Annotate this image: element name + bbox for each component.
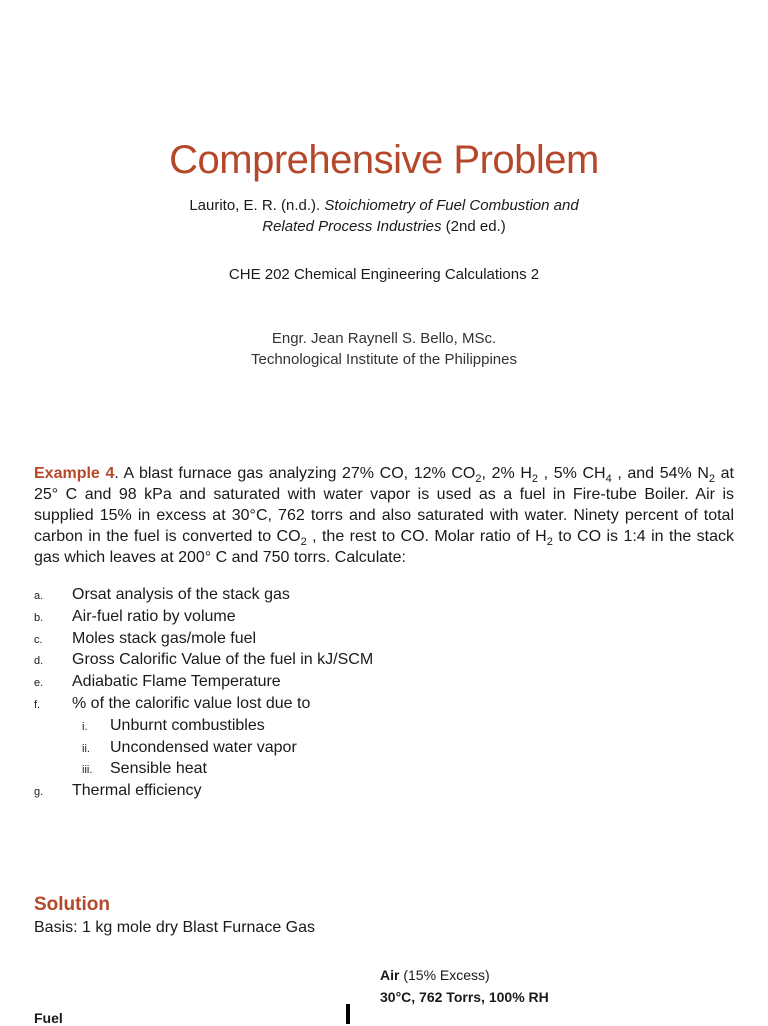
sub-list-item bbox=[34, 738, 734, 760]
problem-text: , 5% CH bbox=[538, 465, 606, 482]
subscript: 4 bbox=[605, 473, 612, 486]
reference-authors: Laurito, E. R. (n.d.). bbox=[189, 197, 325, 214]
problem-text: , 2% H bbox=[481, 465, 532, 482]
air-label-text: Air bbox=[380, 967, 400, 983]
list-marker: g. bbox=[34, 786, 44, 799]
problem-statement bbox=[34, 463, 734, 568]
list-item bbox=[34, 650, 734, 672]
page-title: Comprehensive Problem bbox=[169, 138, 599, 182]
list-marker: iii. bbox=[82, 764, 93, 777]
problem-text: to CO is 1:4 in the stack gas which leaves at 200° C and 750 torrs. Calculate: bbox=[34, 528, 735, 566]
list-item bbox=[34, 607, 734, 629]
list-marker: f. bbox=[34, 698, 41, 711]
list-marker: i. bbox=[82, 720, 88, 733]
air-excess-text: (15% Excess) bbox=[399, 967, 490, 983]
subscript: 2 bbox=[708, 473, 716, 486]
list-item-text: Sensible heat bbox=[110, 760, 207, 778]
author-name: Engr. Jean Raynell S. Bello, MSc. bbox=[271, 330, 497, 347]
reference-edition: (2nd ed.) bbox=[441, 218, 506, 235]
solution-heading: Solution bbox=[34, 894, 110, 915]
list-item-text: Moles stack gas/mole fuel bbox=[72, 629, 257, 647]
sub-list-item bbox=[34, 759, 734, 781]
list-marker: b. bbox=[34, 611, 44, 624]
author-block bbox=[0, 328, 768, 370]
air-stream-line bbox=[346, 1004, 350, 1024]
list-marker: ii. bbox=[82, 742, 90, 755]
list-item bbox=[34, 781, 734, 803]
subscript: 2 bbox=[531, 473, 538, 486]
list-item-text: Uncondensed water vapor bbox=[110, 738, 297, 756]
reference-book-line2: Related Process Industries bbox=[262, 218, 442, 235]
list-item-text: Unburnt combustibles bbox=[110, 716, 265, 734]
list-item bbox=[34, 694, 734, 716]
list-item bbox=[34, 629, 734, 651]
list-marker: d. bbox=[34, 655, 44, 668]
question-list bbox=[34, 585, 734, 803]
problem-text: , and 54% N bbox=[611, 465, 709, 482]
air-conditions: 30°C, 762 Torrs, 100% RH bbox=[380, 989, 549, 1005]
list-item-text: Gross Calorific Value of the fuel in kJ/SCM bbox=[72, 651, 374, 669]
sub-list-item bbox=[34, 716, 734, 738]
list-item-text: Air-fuel ratio by volume bbox=[72, 607, 236, 625]
list-item-text: % of the calorific value lost due to bbox=[72, 694, 311, 712]
list-item bbox=[34, 672, 734, 694]
subscript: 2 bbox=[475, 473, 482, 486]
problem-text: . A blast furnace gas analyzing 27% CO, 12% CO bbox=[114, 465, 476, 482]
list-marker: a. bbox=[34, 590, 44, 602]
list-item bbox=[34, 585, 734, 607]
list-item-text: Orsat analysis of the stack gas bbox=[72, 586, 290, 603]
subscript: 2 bbox=[546, 536, 553, 549]
reference bbox=[0, 195, 768, 237]
author-institution: Technological Institute of the Philippines bbox=[250, 351, 517, 368]
air-label bbox=[380, 967, 490, 983]
problem-text: , the rest to CO. Molar ratio of H bbox=[306, 528, 547, 545]
list-item-text: Thermal efficiency bbox=[72, 782, 202, 800]
example-label: Example 4 bbox=[34, 465, 115, 482]
course-title: CHE 202 Chemical Engineering Calculations 2 bbox=[228, 266, 540, 283]
solution-basis: Basis: 1 kg mole dry Blast Furnace Gas bbox=[34, 919, 315, 936]
list-marker: e. bbox=[34, 677, 44, 690]
reference-book-line1: Stoichiometry of Fuel Combustion and bbox=[324, 197, 579, 214]
problem-text: at 25° C and 98 kPa and saturated with water vapor is used as a fuel in Fire-tube Boiler. Air is supplied 15% in excess at 30°C, 762 torrs and also saturated with water. Ninety percent of total carbon in the fuel is converted to CO bbox=[34, 465, 734, 545]
fuel-label: Fuel bbox=[34, 1010, 63, 1026]
subscript: 2 bbox=[300, 536, 307, 549]
list-marker: c. bbox=[34, 633, 43, 646]
list-item-text: Adiabatic Flame Temperature bbox=[72, 673, 281, 691]
